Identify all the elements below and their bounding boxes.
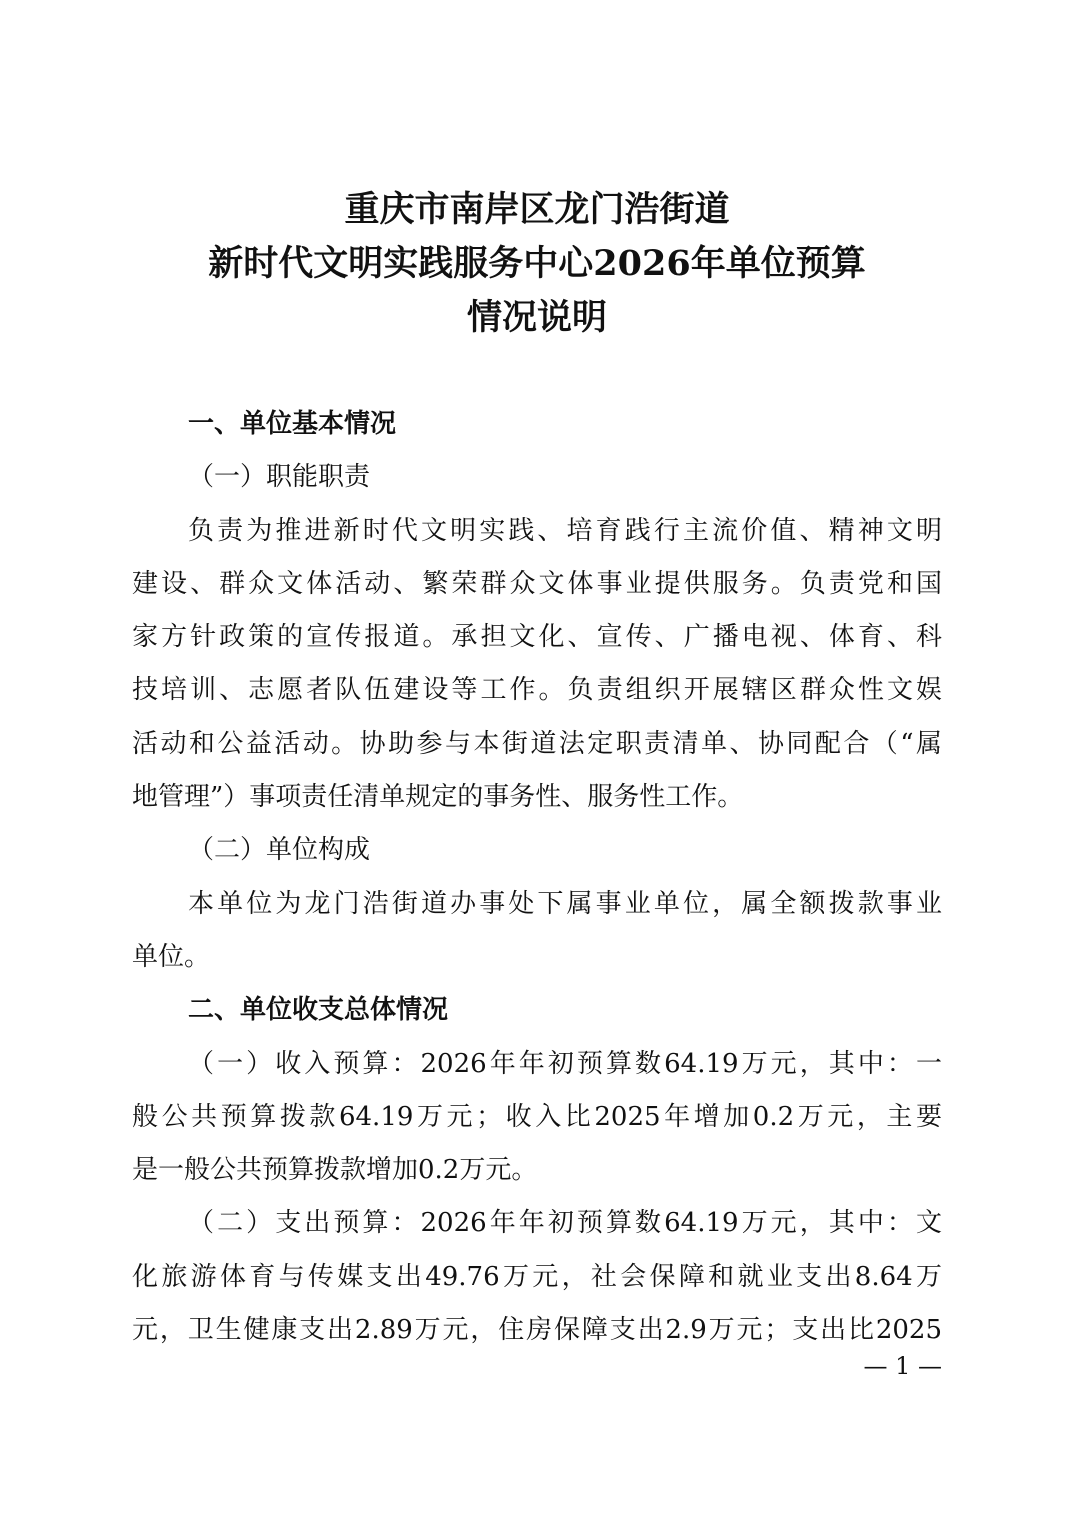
document-body xyxy=(132,398,942,1357)
title-line: 重庆市南岸区龙门浩街道 xyxy=(344,189,730,230)
paragraph-line: 单位。 xyxy=(132,941,211,972)
paragraph-line: 元，卫生健康支出2.89万元，住房保障支出2.9万元；支出比2025 xyxy=(132,1315,942,1346)
paragraph-line: （一）收入预算：2026年年初预算数64.19万元，其中：一 xyxy=(188,1048,942,1079)
section-heading: 二、单位收支总体情况 xyxy=(188,995,449,1026)
section-heading: 一、单位基本情况 xyxy=(188,409,397,439)
paragraph-line: 本单位为龙门浩街道办事处下属事业单位，属全额拨款事业 xyxy=(188,888,942,919)
paragraph-line: 地管理”）事项责任清单规定的事务性、服务性工作。 xyxy=(132,782,744,813)
page-number: — 1 — xyxy=(863,1352,942,1380)
paragraph-line: 家方针政策的宣传报道。承担文化、宣传、广播电视、体育、科 xyxy=(132,622,942,653)
subsection-heading: （二）单位构成 xyxy=(188,835,371,866)
paragraph-line: （二）支出预算：2026年年初预算数64.19万元，其中：文 xyxy=(188,1208,942,1239)
paragraph-line: 技培训、志愿者队伍建设等工作。负责组织开展辖区群众性文娱 xyxy=(132,675,942,706)
paragraph-line: 建设、群众文体活动、繁荣群众文体事业提供服务。负责党和国 xyxy=(132,568,942,599)
title-line: 情况说明 xyxy=(466,297,607,338)
paragraph-line: 负责为推进新时代文明实践、培育践行主流价值、精神文明 xyxy=(188,515,942,546)
title-line: 新时代文明实践服务中心2026年单位预算 xyxy=(208,243,866,284)
paragraph-line: 化旅游体育与传媒支出49.76万元，社会保障和就业支出8.64万 xyxy=(132,1261,942,1292)
document-title xyxy=(0,183,1074,345)
subsection-heading: （一）职能职责 xyxy=(188,462,371,493)
paragraph-line: 是一般公共预算拨款增加0.2万元。 xyxy=(132,1155,538,1186)
paragraph-line: 般公共预算拨款64.19万元；收入比2025年增加0.2万元，主要 xyxy=(132,1101,942,1132)
paragraph-line: 活动和公益活动。协助参与本街道法定职责清单、协同配合（“属 xyxy=(132,728,942,759)
